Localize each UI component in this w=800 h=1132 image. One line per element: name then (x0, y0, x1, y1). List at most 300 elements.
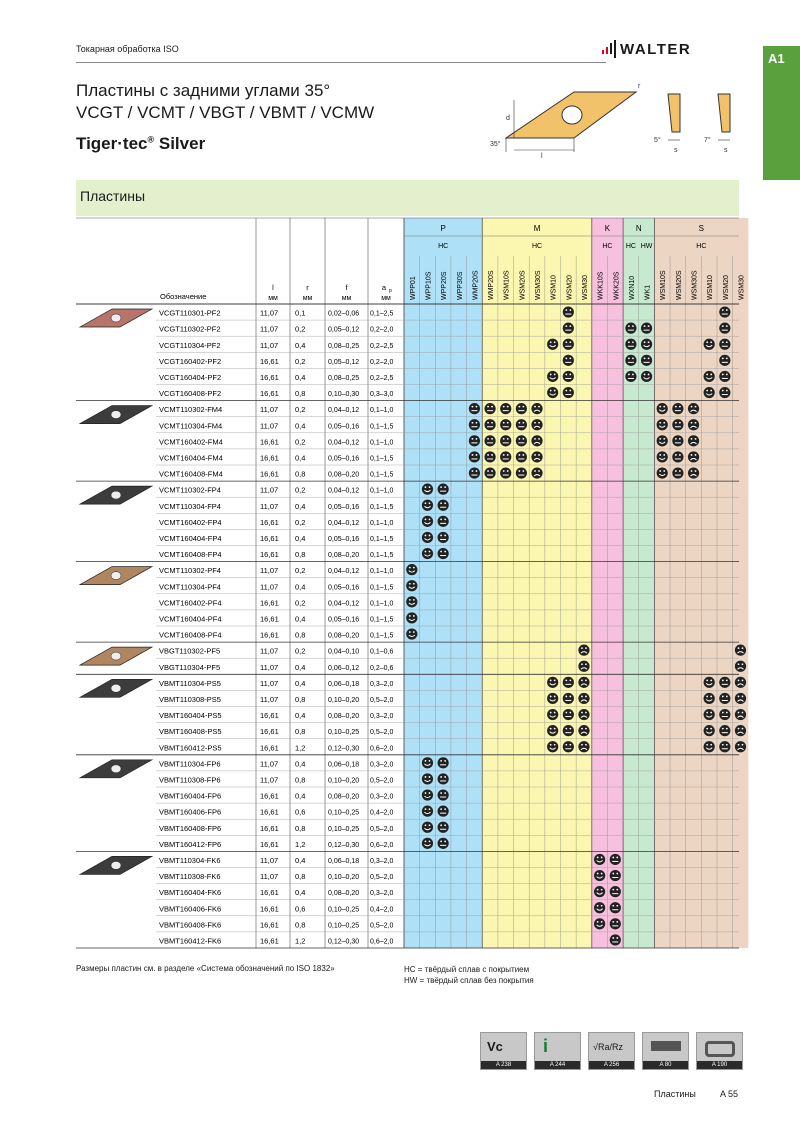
eye-mark (569, 390, 571, 392)
cell-f: 0,06–0,12 (328, 664, 360, 672)
suitability-symbol (563, 693, 574, 704)
diagram-label-l: l (541, 153, 543, 160)
eye-mark (679, 406, 681, 408)
suitability-symbol (625, 355, 636, 366)
cell-f: 0,02–0,06 (328, 310, 360, 318)
section-band: Пластины (76, 180, 739, 216)
suitability-symbol (610, 918, 621, 929)
cell-f: 0,10–0,20 (328, 697, 360, 704)
eye-mark (503, 470, 505, 472)
eye-mark (487, 438, 489, 440)
eye-mark (565, 696, 567, 698)
diagram-label-a5: 5° (654, 137, 661, 144)
cell-designation: VBMT110304-FK6 (159, 856, 221, 865)
suitability-symbol (688, 435, 699, 446)
cell-l: 11,07 (260, 501, 279, 511)
footnote-iso: Размеры пластин см. в разделе «Система обозначений по ISO 1832» (76, 964, 335, 973)
cell-f: 0,08–0,25 (328, 375, 360, 382)
eye-mark (518, 438, 520, 440)
eye-mark (722, 728, 724, 730)
suitability-symbol (719, 387, 730, 398)
grade-label: WSM30S (535, 270, 543, 300)
eye-mark (534, 422, 536, 424)
eye-mark (413, 615, 415, 617)
cell-l: 16,61 (260, 791, 279, 801)
col-header: l (272, 283, 274, 292)
cutting-data-icon[interactable] (480, 1032, 527, 1070)
cell-designation: VBMT160406-FK6 (159, 904, 222, 914)
col-header-ap: a (381, 283, 387, 292)
eye-mark (616, 921, 618, 923)
cell-ap: 0,1–1,5 (370, 632, 394, 640)
suitability-symbol (531, 403, 542, 414)
eye-mark (444, 792, 446, 794)
eye-mark (726, 728, 728, 730)
eye-mark (738, 663, 740, 665)
eye-mark (554, 341, 556, 343)
suitability-symbol (563, 306, 574, 317)
eye-mark (585, 679, 587, 681)
cell-designation: VCGT160404-PF2 (159, 373, 222, 382)
cell-f: 0,10–0,30 (328, 391, 360, 399)
suitability-symbol (625, 339, 636, 350)
suitability-symbol (657, 403, 668, 414)
eye-mark (491, 470, 493, 472)
cell-designation: VCMT110304-PF4 (159, 582, 221, 592)
eye-mark (612, 905, 614, 907)
cell-designation: VBMT160406-FP6 (159, 807, 222, 817)
insert-hole (111, 314, 121, 322)
cell-ap: 0,1–1,0 (370, 407, 394, 415)
eye-mark (722, 696, 724, 698)
eye-mark (440, 518, 442, 520)
eye-mark (742, 712, 744, 714)
eye-mark (425, 792, 427, 794)
cell-l: 16,61 (260, 469, 279, 479)
suitability-symbol (547, 693, 558, 704)
eye-mark (409, 583, 411, 585)
suitability-symbol (469, 435, 480, 446)
suitability-symbol (563, 371, 574, 382)
eye-mark (585, 663, 587, 665)
cell-r: 0,2 (295, 566, 306, 576)
suitability-symbol (531, 451, 542, 462)
cell-r: 0,8 (295, 630, 306, 640)
cell-f: 0,05–0,12 (328, 358, 360, 366)
eye-mark (444, 808, 446, 810)
boring-bar-ref: A 190 (697, 1061, 742, 1069)
eye-mark (601, 857, 603, 859)
suitability-symbol (719, 725, 730, 736)
cell-designation: VCMT160402-FM4 (159, 437, 223, 447)
suitability-symbol (719, 306, 730, 317)
eye-mark (487, 454, 489, 456)
cell-f: 0,10–0,25 (328, 906, 360, 914)
suitability-symbol (516, 419, 527, 430)
cell-f: 0,10–0,25 (328, 922, 360, 930)
suitability-symbol (704, 741, 715, 752)
suitability-symbol (672, 419, 683, 430)
suitability-symbol (578, 693, 589, 704)
eye-mark (616, 905, 618, 907)
cell-r: 0,2 (295, 485, 306, 495)
material-group-code: M (533, 224, 541, 233)
eye-mark (691, 422, 693, 424)
suitability-symbol (438, 806, 449, 817)
suitability-symbol (484, 435, 495, 446)
suitability-symbol (422, 838, 433, 849)
cell-f: 0,04–0,12 (328, 407, 360, 415)
cell-r: 0,4 (295, 614, 306, 624)
suitability-symbol (719, 339, 730, 350)
cell-ap: 0,4–2,0 (370, 809, 394, 817)
suitability-symbol (688, 419, 699, 430)
eye-mark (440, 535, 442, 537)
eye-mark (742, 728, 744, 730)
eye-mark (675, 422, 677, 424)
eye-mark (722, 679, 724, 681)
suitability-symbol (406, 596, 417, 607)
cell-l: 16,61 (260, 517, 279, 527)
eye-mark (738, 696, 740, 698)
grade-label: WMP20S (488, 270, 496, 300)
cell-r: 0,4 (295, 501, 306, 511)
cell-designation: VCMT160404-FP4 (159, 534, 222, 543)
eye-mark (612, 937, 614, 939)
eye-mark (440, 808, 442, 810)
cell-r: 0,2 (295, 646, 306, 656)
eye-mark (597, 873, 599, 875)
cell-ap: 0,6–2,0 (370, 938, 394, 946)
eye-mark (503, 422, 505, 424)
cell-f: 0,10–0,20 (328, 777, 360, 785)
eye-mark (738, 744, 740, 746)
cell-l: 16,61 (260, 711, 279, 721)
eye-mark (722, 341, 724, 343)
cell-l: 11,07 (260, 759, 279, 769)
footnote-hw: HW = твёрдый сплав без покрытия (404, 976, 534, 985)
cell-ap: 0,3–2,0 (370, 713, 394, 721)
suitability-symbol (672, 467, 683, 478)
suitability-symbol (578, 677, 589, 688)
eye-mark (429, 486, 431, 488)
grade-label: WK1 (644, 284, 652, 300)
coating-label: HW (640, 243, 653, 250)
cell-ap: 0,1–2,5 (370, 310, 394, 318)
suitability-symbol (735, 725, 746, 736)
col-unit: мм (341, 295, 352, 302)
suitability-symbol (563, 323, 574, 334)
suitability-symbol (469, 451, 480, 462)
suitability-symbol (500, 435, 511, 446)
eye-mark (628, 374, 630, 376)
eye-mark (738, 679, 740, 681)
eye-mark (444, 486, 446, 488)
diagram-label-d: d (506, 115, 510, 122)
suitability-symbol (688, 403, 699, 414)
cell-designation: VBMT160408-PS5 (159, 727, 222, 737)
cell-f: 0,04–0,12 (328, 519, 360, 527)
cell-r: 0,8 (295, 920, 306, 930)
eye-mark (472, 454, 474, 456)
cutting-data-ref: A 238 (481, 1061, 526, 1069)
cell-l: 11,07 (260, 340, 279, 350)
suitability-symbol (547, 725, 558, 736)
eye-mark (612, 921, 614, 923)
eye-mark (440, 486, 442, 488)
cell-ap: 0,1–1,0 (370, 439, 394, 447)
eye-mark (429, 502, 431, 504)
eye-mark (429, 824, 431, 826)
col-unit: мм (268, 295, 278, 302)
eye-mark (710, 744, 712, 746)
cell-r: 0,8 (295, 389, 306, 399)
cell-r: 0,4 (295, 791, 306, 801)
cell-f: 0,05–0,16 (328, 455, 360, 463)
suitability-symbol (438, 822, 449, 833)
surface-roughness-icon[interactable] (588, 1032, 635, 1070)
insert-hole (111, 491, 121, 499)
eye-mark (440, 551, 442, 553)
eye-mark (706, 712, 708, 714)
eye-mark (429, 551, 431, 553)
eye-mark (534, 406, 536, 408)
tool-holder-shape (651, 1041, 681, 1051)
cell-designation: VBMT110304-FP6 (159, 759, 221, 769)
suitability-symbol (531, 435, 542, 446)
eye-mark (503, 454, 505, 456)
suitability-symbol (719, 677, 730, 688)
grade-label: WSM30 (738, 275, 746, 300)
suitability-symbol (547, 741, 558, 752)
cell-l: 16,61 (260, 373, 279, 382)
eye-mark (440, 502, 442, 504)
eye-mark (425, 535, 427, 537)
eye-mark (695, 406, 697, 408)
cell-ap: 0,2–2,0 (370, 358, 394, 366)
suitability-symbol (422, 500, 433, 511)
cell-r: 0,4 (295, 582, 306, 592)
suitability-symbol (672, 403, 683, 414)
eye-mark (518, 454, 520, 456)
eye-mark (569, 325, 571, 327)
grade-label: WPP01 (409, 276, 417, 300)
suitability-symbol (735, 741, 746, 752)
material-group-bg (482, 218, 592, 948)
cell-designation: VCMT110302-FP4 (159, 485, 221, 495)
suitability-symbol (735, 645, 746, 656)
cell-r: 0,8 (295, 823, 306, 833)
eye-mark (440, 824, 442, 826)
cell-ap: 0,1–1,0 (370, 568, 394, 576)
suitability-symbol (578, 645, 589, 656)
eye-mark (632, 357, 634, 359)
suitability-symbol (406, 580, 417, 591)
suitability-symbol (657, 419, 668, 430)
insert-hole (111, 861, 121, 869)
suitability-symbol (484, 467, 495, 478)
eye-mark (550, 744, 552, 746)
eye-mark (742, 663, 744, 665)
eye-mark (538, 422, 540, 424)
cell-designation: VCMT110304-FM4 (159, 421, 223, 431)
cell-l: 16,61 (260, 904, 279, 914)
suitability-symbol (563, 355, 574, 366)
eye-mark (522, 438, 524, 440)
cell-r: 0,2 (295, 324, 306, 334)
diagram-label-s2: s (724, 147, 728, 154)
eye-mark (601, 889, 603, 891)
cell-f: 0,10–0,25 (328, 809, 360, 817)
eye-mark (632, 341, 634, 343)
cell-f: 0,08–0,20 (328, 890, 360, 898)
eye-mark (644, 357, 646, 359)
eye-mark (742, 696, 744, 698)
suitability-symbol (719, 709, 730, 720)
cell-l: 16,61 (260, 534, 279, 543)
eye-mark (472, 422, 474, 424)
eye-mark (648, 325, 650, 327)
eye-mark (565, 712, 567, 714)
eye-mark (554, 712, 556, 714)
cell-r: 0,4 (295, 711, 306, 721)
suitability-symbol (610, 934, 621, 945)
eye-mark (565, 374, 567, 376)
suitability-symbol (531, 467, 542, 478)
suitability-symbol (484, 403, 495, 414)
eye-mark (444, 760, 446, 762)
eye-mark (507, 438, 509, 440)
suitability-symbol (500, 403, 511, 414)
cell-ap: 0,5–2,0 (370, 697, 394, 704)
coating-label: HC (625, 243, 636, 250)
eye-mark (565, 309, 567, 311)
boring-bar-icon[interactable] (696, 1032, 743, 1070)
title-line-2: VCGT / VCMT / VBGT / VBMT / VCMW (76, 103, 375, 122)
eye-mark (444, 824, 446, 826)
eye-mark (565, 325, 567, 327)
section-tab: A1 (763, 46, 800, 180)
eye-mark (503, 438, 505, 440)
grade-label: WSM10 (550, 275, 558, 300)
eye-mark (710, 712, 712, 714)
eye-mark (644, 325, 646, 327)
cell-r: 0,2 (295, 517, 306, 527)
cell-r: 1,2 (295, 936, 306, 946)
cell-f: 0,05–0,16 (328, 536, 360, 543)
eye-mark (663, 470, 665, 472)
suitability-symbol (422, 532, 433, 543)
suitability-symbol (672, 435, 683, 446)
cell-l: 16,61 (260, 630, 279, 640)
suitability-symbol (719, 355, 730, 366)
suitability-symbol (641, 371, 652, 382)
suitability-symbol (578, 661, 589, 672)
eye-mark (585, 712, 587, 714)
cell-ap: 0,3–2,0 (370, 680, 394, 688)
eye-mark (534, 470, 536, 472)
cell-ap: 0,1–1,5 (370, 616, 394, 624)
cutting-data-glyph: Vc (487, 1039, 503, 1054)
eye-mark (616, 857, 618, 859)
eye-mark (538, 470, 540, 472)
cell-r: 0,6 (295, 904, 306, 914)
cell-designation: VCMT160404-FM4 (159, 453, 223, 463)
cell-f: 0,10–0,25 (328, 729, 360, 737)
grade-label: WSM10S (660, 270, 668, 300)
eye-mark (601, 873, 603, 875)
cell-ap: 0,5–2,0 (370, 825, 394, 833)
suitability-symbol (500, 467, 511, 478)
eye-mark (710, 728, 712, 730)
suitability-symbol (422, 516, 433, 527)
eye-mark (726, 357, 728, 359)
suitability-symbol (406, 564, 417, 575)
eye-mark (706, 696, 708, 698)
eye-mark (597, 921, 599, 923)
eye-mark (440, 776, 442, 778)
eye-mark (628, 357, 630, 359)
eye-mark (409, 615, 411, 617)
eye-mark (663, 454, 665, 456)
cell-f: 0,08–0,20 (328, 471, 360, 479)
eye-mark (429, 776, 431, 778)
eye-mark (632, 325, 634, 327)
eye-mark (425, 486, 427, 488)
eye-mark (695, 422, 697, 424)
eye-mark (616, 937, 618, 939)
suitability-symbol (704, 693, 715, 704)
cell-l: 11,07 (260, 646, 279, 656)
suitability-symbol (422, 548, 433, 559)
cell-f: 0,06–0,18 (328, 680, 360, 688)
suitability-symbol (563, 741, 574, 752)
cell-r: 0,6 (295, 807, 306, 817)
cell-f: 0,04–0,12 (328, 568, 360, 576)
cell-designation: VBGT110302-PF5 (159, 646, 221, 656)
suitability-symbol (594, 854, 605, 865)
eye-mark (691, 406, 693, 408)
eye-mark (491, 406, 493, 408)
cell-ap: 0,2–2,5 (370, 342, 394, 350)
cell-f: 0,08–0,20 (328, 552, 360, 560)
suitability-symbol (438, 789, 449, 800)
eye-mark (644, 374, 646, 376)
cell-l: 16,61 (260, 389, 279, 399)
eye-mark (706, 744, 708, 746)
cell-ap: 0,5–2,0 (370, 922, 394, 930)
eye-mark (691, 454, 693, 456)
eye-mark (440, 840, 442, 842)
cell-ap: 0,1–1,5 (370, 552, 394, 560)
info-icon[interactable] (534, 1032, 581, 1070)
suitability-symbol (610, 870, 621, 881)
title-line-1: Пластины с задними углами 35° (76, 81, 331, 100)
eye-mark (726, 374, 728, 376)
eye-mark (675, 406, 677, 408)
eye-mark (550, 679, 552, 681)
tool-holder-icon[interactable] (642, 1032, 689, 1070)
eye-mark (569, 712, 571, 714)
eye-mark (440, 792, 442, 794)
suitability-symbol (422, 806, 433, 817)
cell-designation: VBMT160412-FP6 (159, 839, 222, 849)
tool-holder-ref: A 80 (643, 1061, 688, 1069)
material-group-code: S (698, 224, 705, 233)
eye-mark (429, 840, 431, 842)
cell-r: 0,8 (295, 695, 306, 704)
cell-r: 0,2 (295, 405, 306, 415)
